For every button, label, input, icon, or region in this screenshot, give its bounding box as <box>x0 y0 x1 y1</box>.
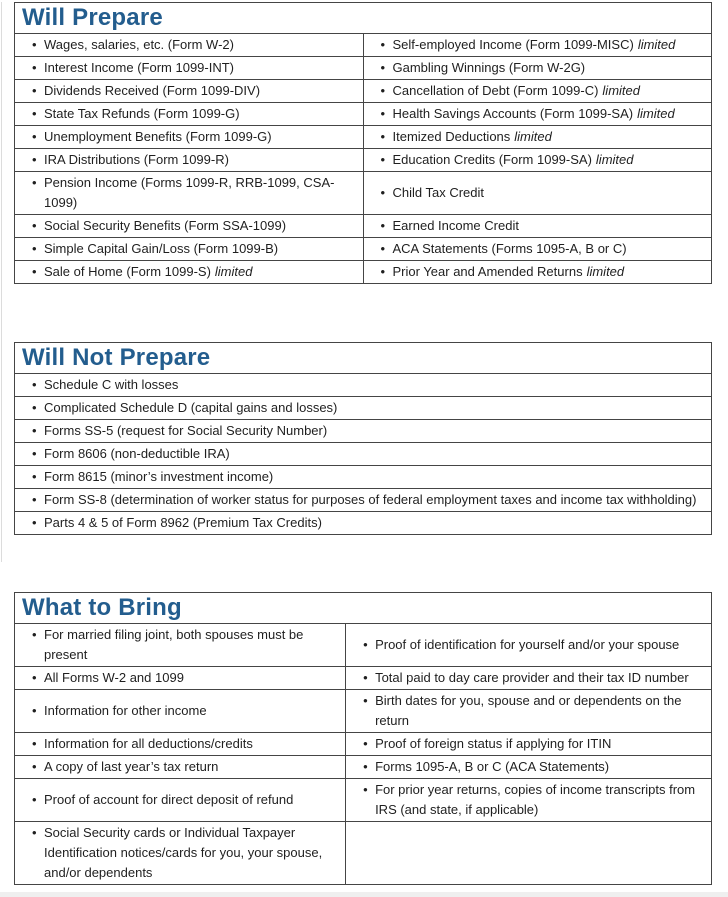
list-item-text: Complicated Schedule D (capital gains and losses) <box>44 400 338 415</box>
list-item-text: Form 8615 (minor’s investment income) <box>44 469 274 484</box>
bullet-icon: • <box>380 129 386 144</box>
list-cell-left <box>15 172 364 215</box>
table-row <box>15 80 712 103</box>
table-row <box>15 215 712 238</box>
scan-edge-artifact-left <box>1 2 2 562</box>
list-item-text: IRA Distributions (Form 1099-R) <box>44 152 229 167</box>
bullet-icon: • <box>32 129 37 144</box>
list-item-text-wrap <box>393 127 708 147</box>
list-cell-left <box>15 466 712 489</box>
list-item-text-wrap <box>44 513 707 533</box>
bullet-icon: • <box>32 792 37 807</box>
bullet-icon: • <box>32 241 37 256</box>
list-item <box>15 172 363 214</box>
list-item-text-wrap <box>375 780 707 820</box>
section-title-row <box>15 343 712 374</box>
list-item-text: Interest Income (Form 1099-INT) <box>44 60 234 75</box>
list-cell-left <box>15 489 712 512</box>
table-row <box>15 34 712 57</box>
list-cell-left <box>15 103 364 126</box>
limited-note: limited <box>637 106 675 121</box>
list-cell-right <box>346 779 712 822</box>
bullet-icon: • <box>32 492 37 507</box>
list-item-text: Simple Capital Gain/Loss (Form 1099-B) <box>44 241 279 256</box>
list-item <box>15 789 345 811</box>
list-cell-left <box>15 756 346 779</box>
table-row <box>15 489 712 512</box>
bullet-icon: • <box>32 423 37 438</box>
list-item-text-wrap <box>44 490 707 510</box>
bullet-icon: • <box>32 60 37 75</box>
table-row <box>15 667 712 690</box>
list-item <box>346 756 711 778</box>
list-item <box>346 634 711 656</box>
list-cell-left <box>15 779 346 822</box>
bullet-icon: • <box>32 377 37 392</box>
bullet-icon: • <box>32 446 37 461</box>
list-item-text-wrap <box>44 421 707 441</box>
list-item-text-wrap <box>393 183 708 203</box>
bullet-icon: • <box>32 703 37 718</box>
list-item-text-wrap <box>44 398 707 418</box>
list-item-text: Birth dates for you, spouse and or dependents on the return <box>375 693 682 728</box>
list-item-text-wrap <box>44 668 341 688</box>
bullet-icon: • <box>380 241 386 256</box>
list-item-text-wrap <box>375 691 707 731</box>
table-row <box>15 512 712 535</box>
list-item <box>364 57 712 79</box>
list-item-text-wrap <box>44 790 341 810</box>
list-item-text-wrap <box>375 668 707 688</box>
list-cell-left <box>15 420 712 443</box>
bullet-icon: • <box>380 37 386 52</box>
bullet-icon: • <box>32 400 37 415</box>
list-item-text-wrap <box>44 757 341 777</box>
bullet-icon: • <box>32 218 37 233</box>
bullet-icon: • <box>32 37 37 52</box>
list-item-text-wrap <box>393 262 708 282</box>
list-cell-left <box>15 690 346 733</box>
table-row <box>15 624 712 667</box>
table-row <box>15 822 712 885</box>
table-row <box>15 261 712 284</box>
list-cell-left <box>15 126 364 149</box>
list-item-text: Sale of Home (Form 1099-S) <box>44 264 211 279</box>
list-cell-right <box>363 261 712 284</box>
list-cell-right <box>363 103 712 126</box>
section-will-not-prepare <box>14 342 712 535</box>
table-row <box>15 126 712 149</box>
list-cell-right <box>363 80 712 103</box>
list-cell-right <box>346 624 712 667</box>
list-item <box>15 80 363 102</box>
list-cell-left <box>15 261 364 284</box>
list-item <box>364 215 712 237</box>
list-cell-left <box>15 215 364 238</box>
list-item-text: Health Savings Accounts (Form 1099-SA) <box>392 106 634 121</box>
list-item-text-wrap <box>393 239 708 259</box>
bullet-icon: • <box>32 469 37 484</box>
bullet-icon: • <box>363 670 368 685</box>
list-item <box>364 34 712 56</box>
list-cell-right <box>363 57 712 80</box>
list-item-text: Child Tax Credit <box>392 185 485 200</box>
table-row <box>15 57 712 80</box>
list-item-text-wrap <box>375 734 707 754</box>
list-item-text: For prior year returns, copies of income transcripts from IRS (and state, if applicable) <box>375 782 696 817</box>
list-item <box>15 489 711 511</box>
list-cell-right <box>346 822 712 885</box>
list-cell-left <box>15 443 712 466</box>
list-item <box>364 126 712 148</box>
list-cell-right <box>346 756 712 779</box>
list-item <box>15 57 363 79</box>
bullet-icon: • <box>32 264 37 279</box>
list-item <box>15 756 345 778</box>
list-item-text: Form SS-8 (determination of worker status for purposes of federal employment taxes and income tax withholding) <box>44 492 697 507</box>
list-item <box>15 624 345 666</box>
bullet-icon: • <box>380 152 386 167</box>
list-item-text-wrap <box>44 467 707 487</box>
list-item <box>346 733 711 755</box>
list-item <box>15 733 345 755</box>
list-cell-right <box>363 172 712 215</box>
list-item <box>15 420 711 442</box>
table-row <box>15 443 712 466</box>
list-item-text: Information for other income <box>44 703 207 718</box>
list-item-text: A copy of last year’s tax return <box>44 759 219 774</box>
list-cell-left <box>15 512 712 535</box>
list-item-text-wrap <box>44 127 359 147</box>
list-cell-left <box>15 80 364 103</box>
list-item <box>15 397 711 419</box>
section-title-row <box>15 593 712 624</box>
bullet-icon: • <box>32 106 37 121</box>
table-row <box>15 172 712 215</box>
bullet-icon: • <box>363 693 368 708</box>
list-cell-right <box>346 690 712 733</box>
bullet-icon: • <box>32 736 37 751</box>
list-item-text: Total paid to day care provider and their tax ID number <box>375 670 689 685</box>
list-cell-left <box>15 34 364 57</box>
list-item-text: Forms SS-5 (request for Social Security Number) <box>44 423 328 438</box>
list-item-text: Schedule C with losses <box>44 377 179 392</box>
list-item-text-wrap <box>44 35 359 55</box>
list-cell-left <box>15 149 364 172</box>
list-item-text-wrap <box>44 262 359 282</box>
list-item <box>364 238 712 260</box>
list-item-text: Form 8606 (non-deductible IRA) <box>44 446 230 461</box>
bullet-icon: • <box>363 782 368 797</box>
bullet-icon: • <box>363 759 368 774</box>
table-row <box>15 690 712 733</box>
list-item-text-wrap <box>393 58 708 78</box>
list-cell-right <box>346 667 712 690</box>
list-item-text-wrap <box>44 444 707 464</box>
table-row <box>15 420 712 443</box>
list-cell-right <box>363 215 712 238</box>
list-item <box>346 690 711 732</box>
section-title-will-prepare: Will Prepare <box>15 3 712 34</box>
list-item <box>15 215 363 237</box>
section-title-what-to-bring: What to Bring <box>15 593 712 624</box>
list-item-text: Dividends Received (Form 1099-DIV) <box>44 83 261 98</box>
limited-note: limited <box>214 264 253 279</box>
table-row <box>15 374 712 397</box>
list-item-text: Parts 4 & 5 of Form 8962 (Premium Tax Credits) <box>44 515 322 530</box>
bullet-icon: • <box>32 627 37 642</box>
list-item <box>15 700 345 722</box>
bullet-icon: • <box>380 60 386 75</box>
list-item-text-wrap <box>44 58 359 78</box>
bullet-icon: • <box>380 264 386 279</box>
list-cell-right <box>363 238 712 261</box>
list-item <box>15 512 711 534</box>
list-item-text: Itemized Deductions <box>392 129 511 144</box>
list-cell-left <box>15 238 364 261</box>
list-cell-right <box>363 149 712 172</box>
list-item-text: Self-employed Income (Form 1099-MISC) <box>392 37 634 52</box>
flyer-page <box>0 2 728 885</box>
bullet-icon: • <box>363 736 368 751</box>
section-what-to-bring <box>14 592 712 885</box>
bullet-icon: • <box>380 185 386 200</box>
table-row <box>15 397 712 420</box>
table-row <box>15 466 712 489</box>
list-item-text-wrap <box>44 375 707 395</box>
list-item-text-wrap <box>44 734 341 754</box>
list-item-text-wrap <box>44 150 359 170</box>
list-item-text-wrap <box>393 216 708 236</box>
list-item-text: Cancellation of Debt (Form 1099-C) <box>392 83 599 98</box>
section-title-will-not-prepare: Will Not Prepare <box>15 343 712 374</box>
list-item-text-wrap <box>44 216 359 236</box>
list-item-text: Gambling Winnings (Form W-2G) <box>392 60 586 75</box>
list-cell-right <box>346 733 712 756</box>
list-cell-left <box>15 374 712 397</box>
list-item <box>346 779 711 821</box>
list-item <box>364 261 712 283</box>
list-item <box>15 149 363 171</box>
list-item-text-wrap <box>44 173 359 213</box>
list-cell-left <box>15 624 346 667</box>
list-item-text: Social Security cards or Individual Taxpayer Identification notices/cards for you, your spouse, and/or dependents <box>44 825 323 880</box>
list-item-text-wrap <box>44 104 359 124</box>
list-item <box>364 149 712 171</box>
list-item <box>364 182 712 204</box>
list-item-text: State Tax Refunds (Form 1099-G) <box>44 106 240 121</box>
list-item <box>15 374 711 396</box>
section-title-row <box>15 3 712 34</box>
bullet-icon: • <box>32 515 37 530</box>
limited-note: limited <box>586 264 625 279</box>
list-item <box>15 34 363 56</box>
bullet-icon: • <box>380 106 386 121</box>
bullet-icon: • <box>32 759 37 774</box>
list-cell-left <box>15 397 712 420</box>
list-item <box>15 103 363 125</box>
list-item-text: Wages, salaries, etc. (Form W-2) <box>44 37 234 52</box>
list-item-text: Proof of identification for yourself and/or your spouse <box>375 637 680 652</box>
list-item-text: Earned Income Credit <box>392 218 519 233</box>
list-item-text-wrap <box>393 81 708 101</box>
list-item <box>15 443 711 465</box>
list-item-text-wrap <box>393 35 708 55</box>
list-item-text: Prior Year and Amended Returns <box>392 264 583 279</box>
list-item-text-wrap <box>44 625 341 665</box>
list-item-text-wrap <box>393 150 708 170</box>
list-cell-left <box>15 822 346 885</box>
list-item-text: Pension Income (Forms 1099-R, RRB-1099, CSA-1099) <box>44 175 335 210</box>
list-item-text-wrap <box>393 104 708 124</box>
list-cell-left <box>15 667 346 690</box>
list-item-text: All Forms W-2 and 1099 <box>44 670 184 685</box>
table-row <box>15 733 712 756</box>
bullet-icon: • <box>32 152 37 167</box>
list-item <box>364 103 712 125</box>
list-item-text-wrap <box>44 823 341 883</box>
list-cell-left <box>15 57 364 80</box>
table-row <box>15 756 712 779</box>
table-row <box>15 103 712 126</box>
bullet-icon: • <box>32 670 37 685</box>
bullet-icon: • <box>32 83 37 98</box>
list-cell-right <box>363 34 712 57</box>
list-item-text: Proof of foreign status if applying for ITIN <box>375 736 612 751</box>
bullet-icon: • <box>32 175 37 190</box>
table-row <box>15 238 712 261</box>
list-item <box>15 667 345 689</box>
list-item-text-wrap <box>44 701 341 721</box>
list-item <box>15 822 345 884</box>
list-item <box>15 238 363 260</box>
limited-note: limited <box>637 37 676 52</box>
list-item <box>15 126 363 148</box>
list-item-text-wrap <box>44 239 359 259</box>
limited-note: limited <box>514 129 552 144</box>
list-cell-left <box>15 733 346 756</box>
list-item <box>346 667 711 689</box>
list-item-text: Social Security Benefits (Form SSA-1099) <box>44 218 287 233</box>
list-item-text-wrap <box>375 757 707 777</box>
section-will-prepare <box>14 2 712 284</box>
list-item-text: Proof of account for direct deposit of refund <box>44 792 294 807</box>
bullet-icon: • <box>363 637 368 652</box>
table-row <box>15 149 712 172</box>
list-item-text: Unemployment Benefits (Form 1099-G) <box>44 129 272 144</box>
list-item-text-wrap <box>375 635 707 655</box>
list-item-text: ACA Statements (Forms 1095-A, B or C) <box>392 241 627 256</box>
list-item <box>364 80 712 102</box>
list-cell-right <box>363 126 712 149</box>
list-item <box>15 466 711 488</box>
bullet-icon: • <box>380 83 386 98</box>
list-item-text-wrap <box>44 81 359 101</box>
limited-note: limited <box>602 83 640 98</box>
list-item-text: For married filing joint, both spouses must be present <box>44 627 304 662</box>
bullet-icon: • <box>380 218 386 233</box>
list-item-text: Information for all deductions/credits <box>44 736 253 751</box>
bullet-icon: • <box>32 825 37 840</box>
list-item-text: Forms 1095-A, B or C (ACA Statements) <box>375 759 610 774</box>
table-row <box>15 779 712 822</box>
limited-note: limited <box>595 152 634 167</box>
list-item <box>15 261 363 283</box>
list-item-text: Education Credits (Form 1099-SA) <box>392 152 592 167</box>
